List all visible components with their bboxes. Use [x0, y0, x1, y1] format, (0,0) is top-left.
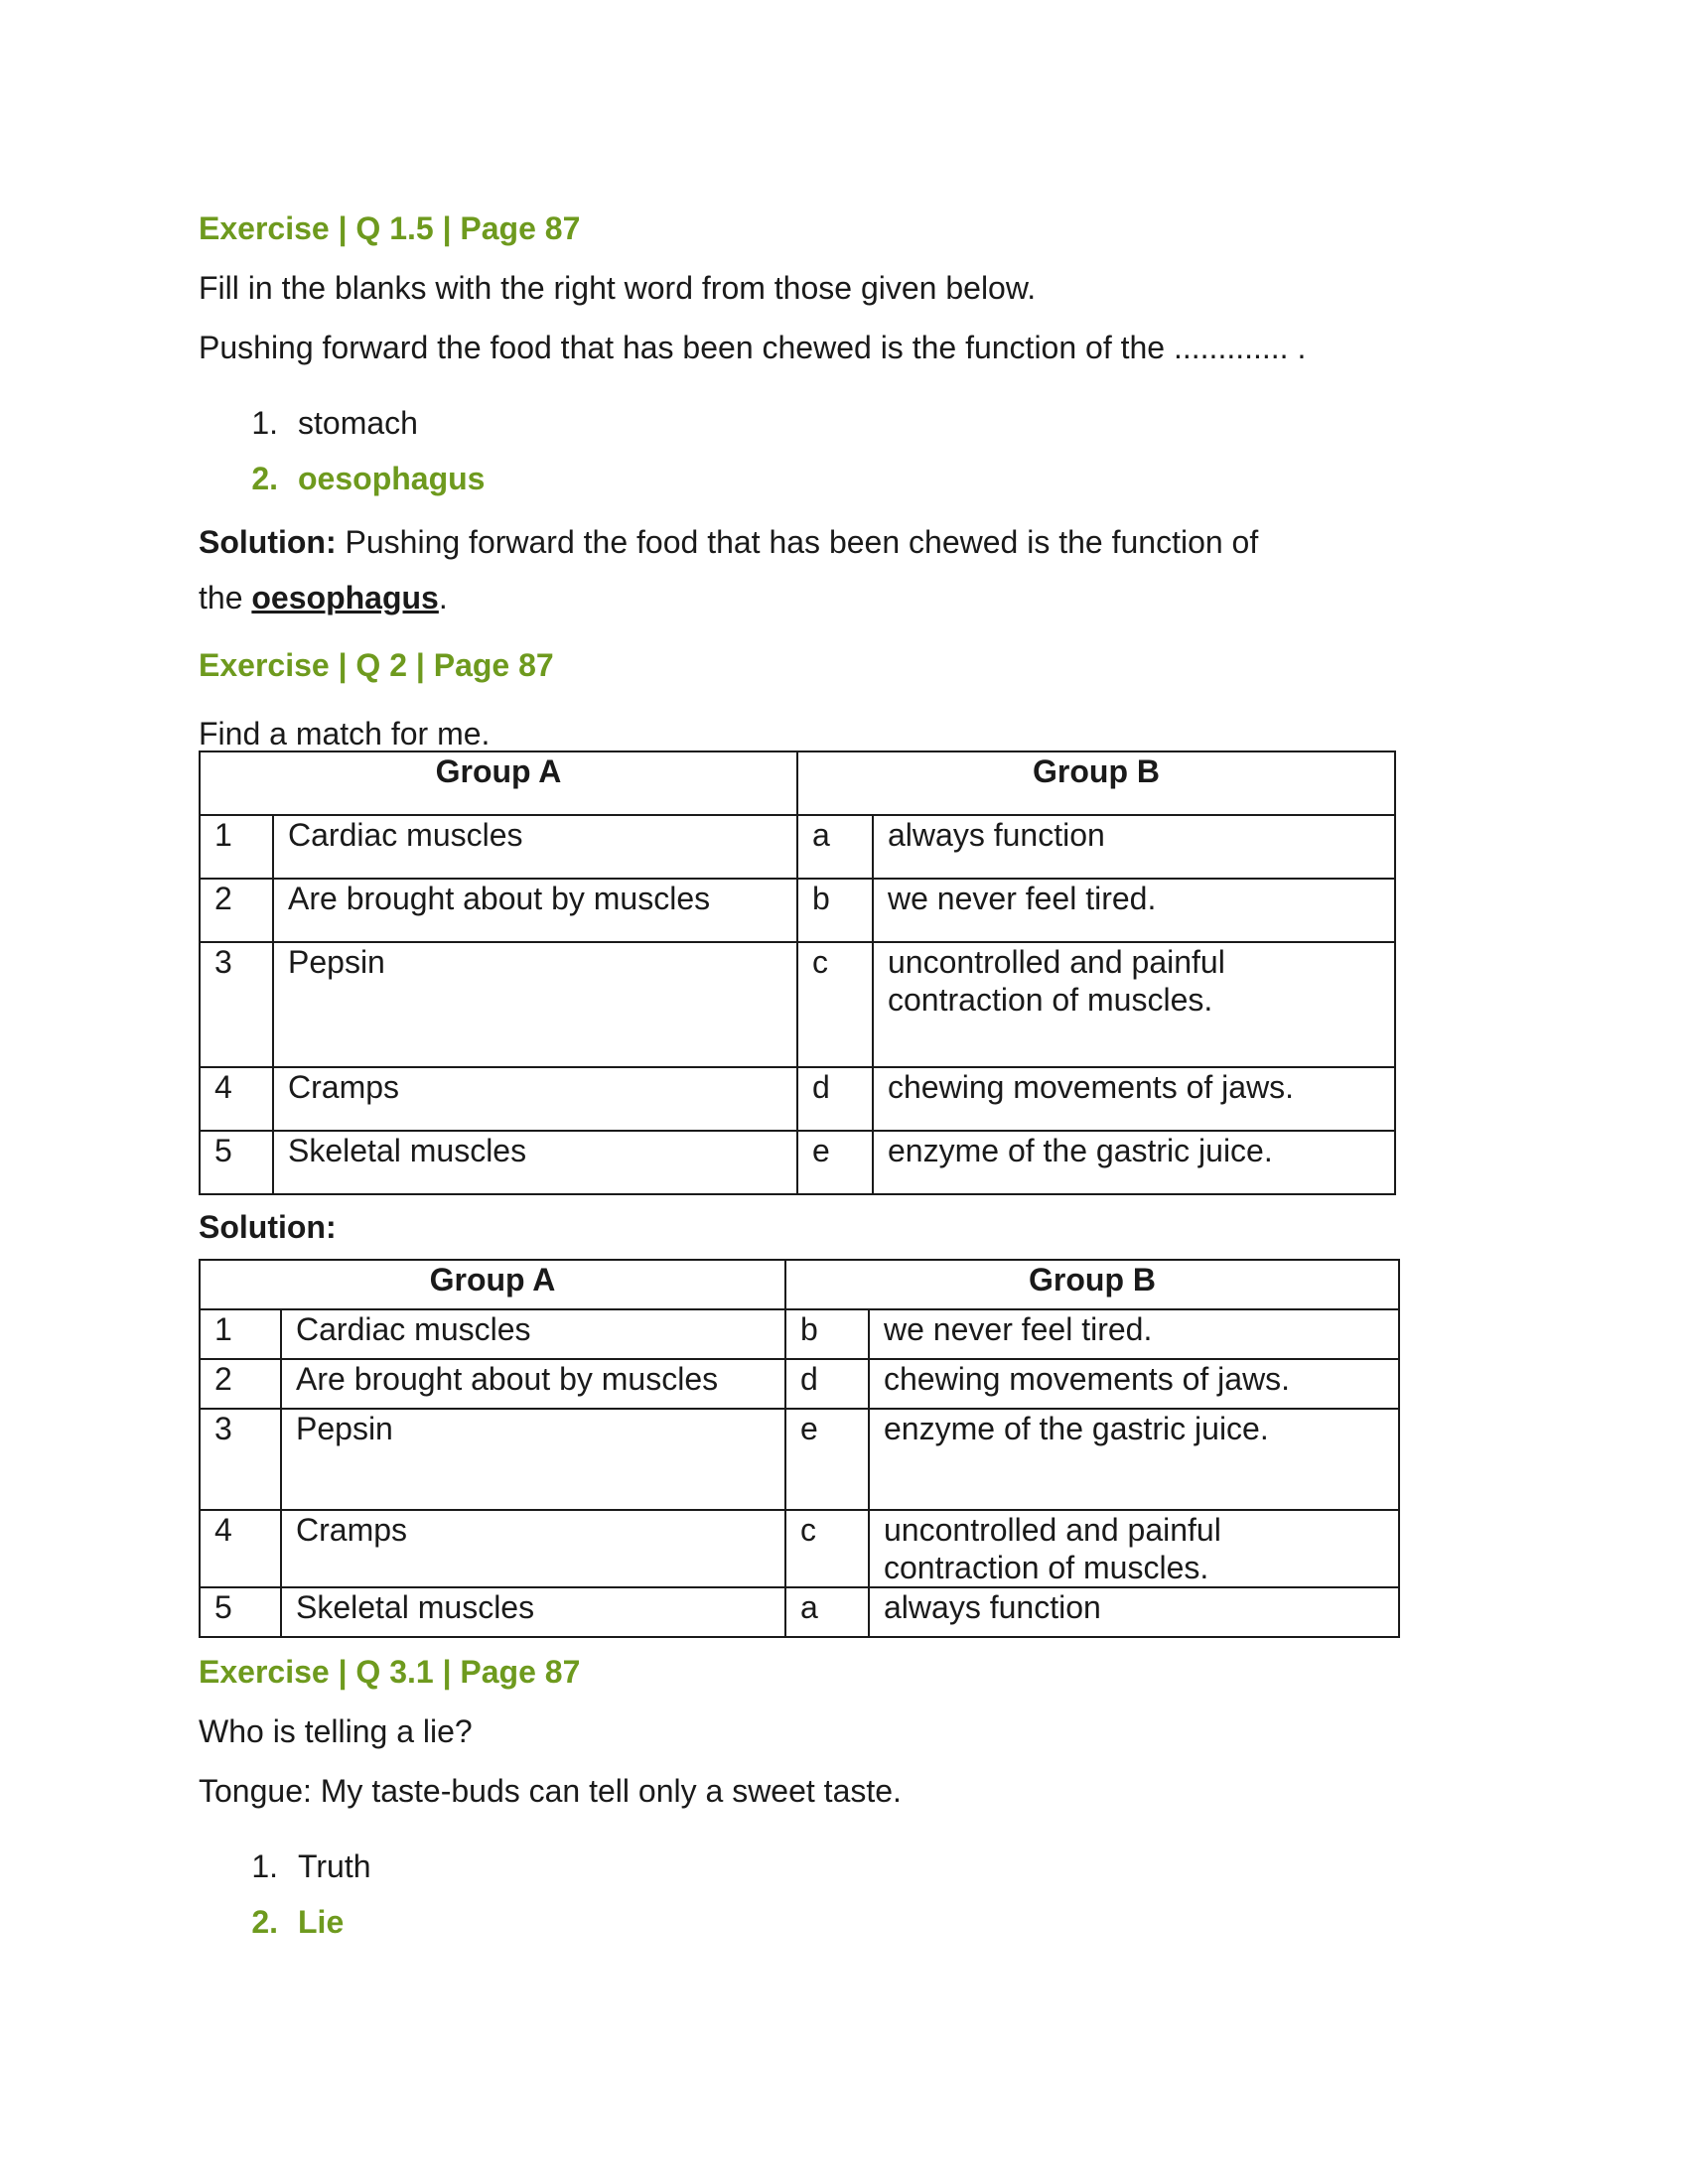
- group-b-cell: enzyme of the gastric juice.: [873, 1131, 1395, 1194]
- group-b-cell: chewing movements of jaws.: [869, 1359, 1399, 1409]
- group-a-cell: Cardiac muscles: [281, 1309, 785, 1359]
- row-number: 5: [200, 1131, 273, 1194]
- table-row: [200, 815, 1395, 879]
- solution-end: .: [438, 580, 448, 615]
- group-b-cell: enzyme of the gastric juice.: [869, 1409, 1399, 1510]
- row-letter: b: [785, 1309, 869, 1359]
- table-row: [200, 1067, 1395, 1131]
- row-number: 4: [200, 1067, 273, 1131]
- table-row: [200, 1510, 1399, 1587]
- row-number: 3: [200, 1409, 281, 1510]
- option-text: Lie: [298, 1904, 345, 1940]
- row-letter: a: [785, 1587, 869, 1637]
- group-b-header: Group B: [785, 1260, 1399, 1309]
- group-a-cell: Skeletal muscles: [273, 1131, 797, 1194]
- group-a-cell: Pepsin: [273, 942, 797, 1067]
- group-a-cell: Are brought about by muscles: [281, 1359, 785, 1409]
- group-b-cell: uncontrolled and painful contraction of muscles.: [869, 1510, 1399, 1587]
- group-b-cell: always function: [869, 1587, 1399, 1637]
- group-b-cell: uncontrolled and painful contraction of muscles.: [873, 942, 1395, 1067]
- question-text: Tongue: My taste-buds can tell only a sweet taste.: [199, 1773, 902, 1809]
- option-item-correct: [199, 459, 1400, 514]
- group-a-cell: Pepsin: [281, 1409, 785, 1510]
- option-text: oesophagus: [298, 461, 486, 496]
- option-text: stomach: [298, 405, 418, 441]
- option-number: 1.: [251, 1848, 278, 1884]
- table-row: [200, 1309, 1399, 1359]
- group-a-cell: Cramps: [273, 1067, 797, 1131]
- options-list: [199, 1846, 1400, 1958]
- solution-paragraph-cont: [199, 570, 1400, 625]
- instruction-text: Who is telling a lie?: [199, 1713, 473, 1749]
- group-a-cell: Skeletal muscles: [281, 1587, 785, 1637]
- options-list: [199, 403, 1400, 514]
- row-number: 2: [200, 879, 273, 942]
- solution-text: the: [199, 580, 252, 615]
- group-b-header: Group B: [797, 751, 1395, 815]
- row-number: 4: [200, 1510, 281, 1587]
- group-a-cell: Cramps: [281, 1510, 785, 1587]
- solution-text: Pushing forward the food that has been chewed is the function of: [336, 524, 1259, 560]
- row-number: 2: [200, 1359, 281, 1409]
- group-a-header: Group A: [200, 1260, 785, 1309]
- solution-table: [199, 1259, 1400, 1638]
- row-letter: d: [797, 1067, 873, 1131]
- group-b-cell: we never feel tired.: [869, 1309, 1399, 1359]
- table-row: [200, 942, 1395, 1067]
- row-letter: a: [797, 815, 873, 879]
- solution-paragraph: [199, 514, 1400, 570]
- option-item: [199, 403, 1400, 459]
- group-a-cell: Are brought about by muscles: [273, 879, 797, 942]
- option-number: 2.: [251, 1904, 278, 1940]
- group-a-header: Group A: [200, 751, 797, 815]
- group-b-cell: chewing movements of jaws.: [873, 1067, 1395, 1131]
- row-letter: c: [797, 942, 873, 1067]
- group-a-cell: Cardiac muscles: [273, 815, 797, 879]
- document-page: [199, 208, 1400, 1958]
- match-table: [199, 751, 1396, 1195]
- option-number: 2.: [251, 461, 278, 496]
- question-heading-q2: Exercise | Q 2 | Page 87: [199, 647, 554, 683]
- row-number: 1: [200, 1309, 281, 1359]
- question-text: Pushing forward the food that has been chewed is the function of the ............. .: [199, 330, 1307, 365]
- question-heading-q1-5: Exercise | Q 1.5 | Page 87: [199, 210, 581, 246]
- option-item-correct: [199, 1902, 1400, 1958]
- table-row: [200, 1359, 1399, 1409]
- row-letter: b: [797, 879, 873, 942]
- table-row: [200, 1409, 1399, 1510]
- solution-label: Solution:: [199, 1209, 337, 1245]
- row-letter: e: [797, 1131, 873, 1194]
- table-row: [200, 1587, 1399, 1637]
- instruction-text: Find a match for me.: [199, 716, 491, 751]
- table-row: [200, 879, 1395, 942]
- solution-label: Solution:: [199, 524, 337, 560]
- row-letter: d: [785, 1359, 869, 1409]
- group-b-cell: we never feel tired.: [873, 879, 1395, 942]
- row-number: 3: [200, 942, 273, 1067]
- row-letter: e: [785, 1409, 869, 1510]
- option-item: [199, 1846, 1400, 1902]
- group-b-cell: always function: [873, 815, 1395, 879]
- option-number: 1.: [251, 405, 278, 441]
- table-row: [200, 1131, 1395, 1194]
- row-letter: c: [785, 1510, 869, 1587]
- solution-answer: oesophagus: [251, 580, 439, 615]
- row-number: 1: [200, 815, 273, 879]
- instruction-text: Fill in the blanks with the right word from those given below.: [199, 270, 1037, 306]
- row-number: 5: [200, 1587, 281, 1637]
- question-heading-q3-1: Exercise | Q 3.1 | Page 87: [199, 1654, 581, 1690]
- option-text: Truth: [298, 1848, 371, 1884]
